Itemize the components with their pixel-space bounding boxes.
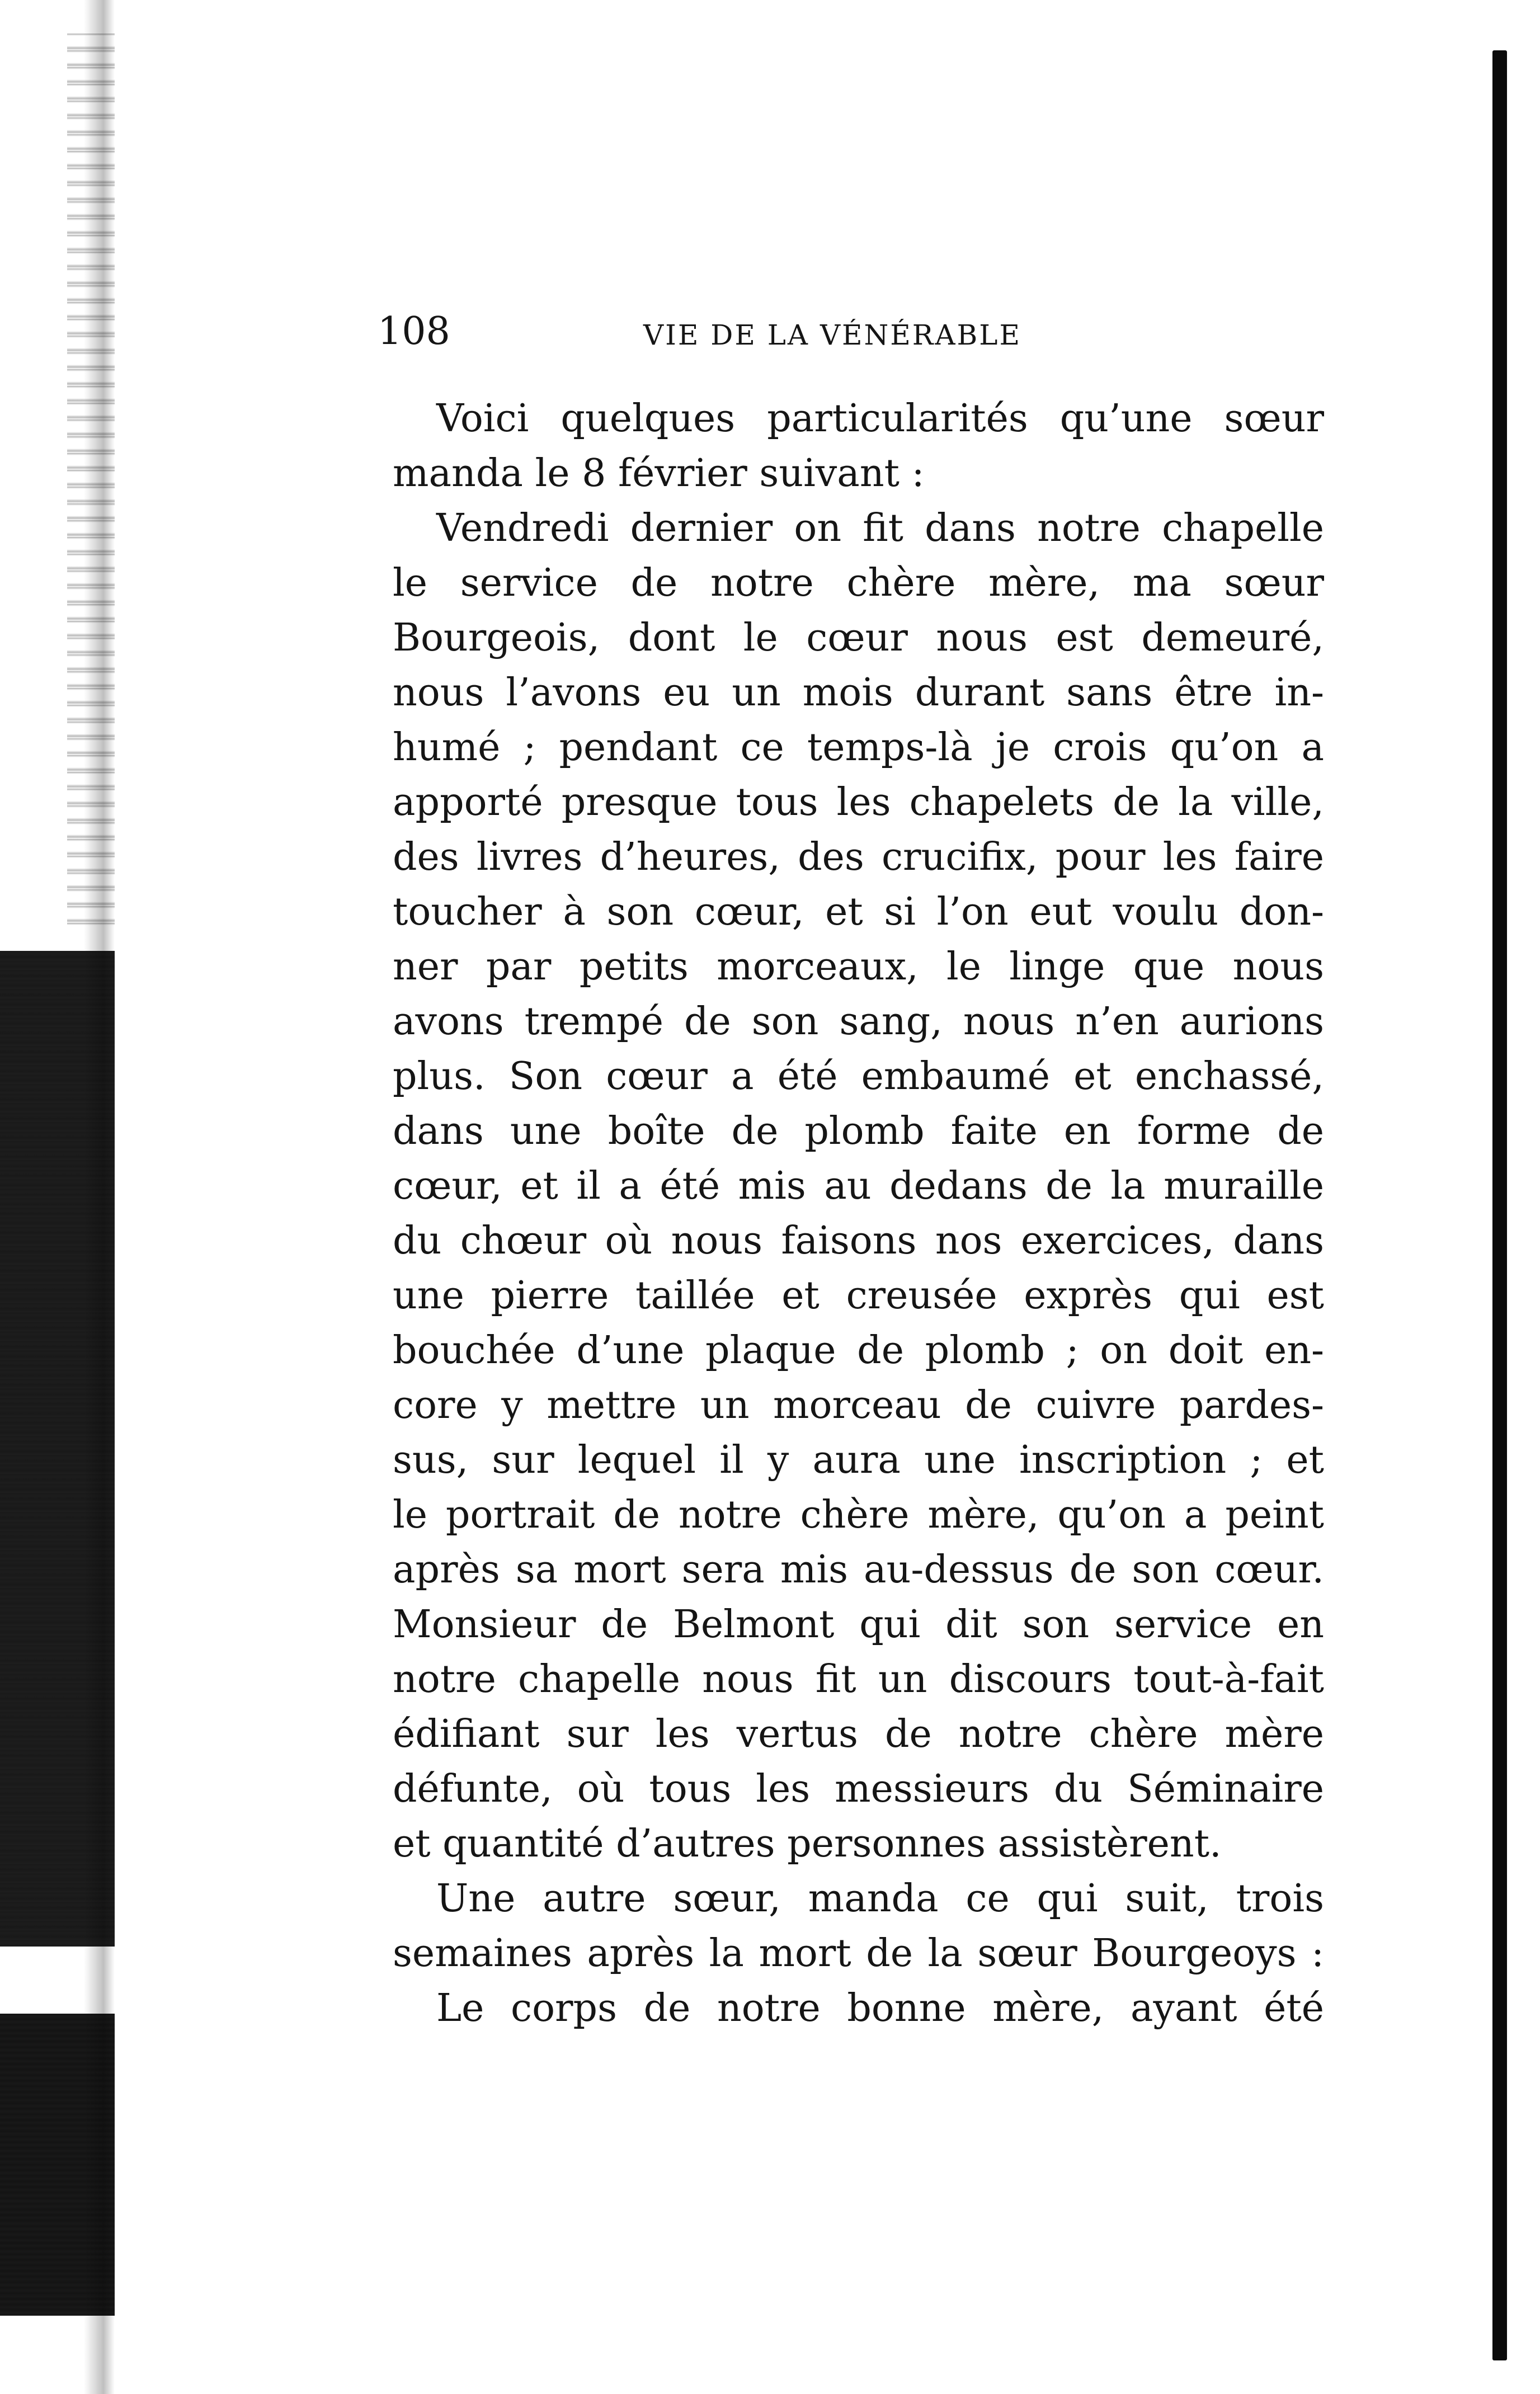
text-line: une pierre taillée et creusée exprès qui est xyxy=(393,1274,1324,1318)
body-text xyxy=(393,392,1324,2036)
binding-gutter-speckle xyxy=(67,34,115,929)
text-line: plus. Son cœur a été embaumé et enchassé, xyxy=(393,1054,1324,1099)
text-line: toucher à son cœur, et si l’on eut voulu don- xyxy=(393,890,1324,934)
page-number: 108 xyxy=(378,309,450,354)
text-line: édifiant sur les vertus de notre chère mère xyxy=(393,1712,1324,1756)
text-line: manda le 8 février suivant : xyxy=(393,451,925,496)
text-line: du chœur où nous faisons nos exercices, dans xyxy=(393,1219,1324,1263)
page-edge-shadow xyxy=(1492,50,1507,2360)
text-line: défunte, où tous les messieurs du Séminaire xyxy=(393,1767,1324,1811)
text-line: Bourgeois, dont le cœur nous est demeuré, xyxy=(393,616,1324,660)
running-head xyxy=(378,307,1329,357)
text-line: Vendredi dernier on fit dans notre chapelle xyxy=(436,506,1324,550)
text-line: semaines après la mort de la sœur Bourgeoys : xyxy=(393,1931,1324,1976)
text-line: et quantité d’autres personnes assistèrent. xyxy=(393,1822,1222,1866)
text-line: cœur, et il a été mis au dedans de la muraille xyxy=(393,1164,1324,1208)
text-line: des livres d’heures, des crucifix, pour les faire xyxy=(393,835,1324,879)
text-line: Une autre sœur, manda ce qui suit, trois xyxy=(436,1877,1324,1921)
text-line: notre chapelle nous fit un discours tout-à-fait xyxy=(393,1657,1324,1702)
binding-gutter-dark-lower xyxy=(0,2014,115,2316)
text-line: humé ; pendant ce temps-là je crois qu’on a xyxy=(393,725,1324,770)
text-line: le service de notre chère mère, ma sœur xyxy=(393,561,1324,605)
text-line: après sa mort sera mis au-dessus de son cœur. xyxy=(393,1548,1324,1592)
text-line: Le corps de notre bonne mère, ayant été xyxy=(436,1986,1324,2030)
text-line: dans une boîte de plomb faite en forme de xyxy=(393,1109,1324,1153)
text-line: le portrait de notre chère mère, qu’on a peint xyxy=(393,1493,1324,1537)
text-line: nous l’avons eu un mois durant sans être in- xyxy=(393,671,1324,715)
text-line: apporté presque tous les chapelets de la ville, xyxy=(393,780,1324,824)
text-line: bouchée d’une plaque de plomb ; on doit en- xyxy=(393,1328,1324,1373)
text-line: Monsieur de Belmont qui dit son service en xyxy=(393,1603,1324,1647)
text-line: sus, sur lequel il y aura une inscription ; et xyxy=(393,1438,1324,1482)
text-line: avons trempé de son sang, nous n’en aurions xyxy=(393,1000,1324,1044)
running-title: VIE DE LA VÉNÉRABLE xyxy=(643,319,1021,351)
binding-gutter-dark-upper xyxy=(0,951,115,1947)
text-line: ner par petits morceaux, le linge que nous xyxy=(393,945,1324,989)
text-line: Voici quelques particularités qu’une sœur xyxy=(436,397,1324,441)
text-line: core y mettre un morceau de cuivre pardes- xyxy=(393,1383,1324,1427)
